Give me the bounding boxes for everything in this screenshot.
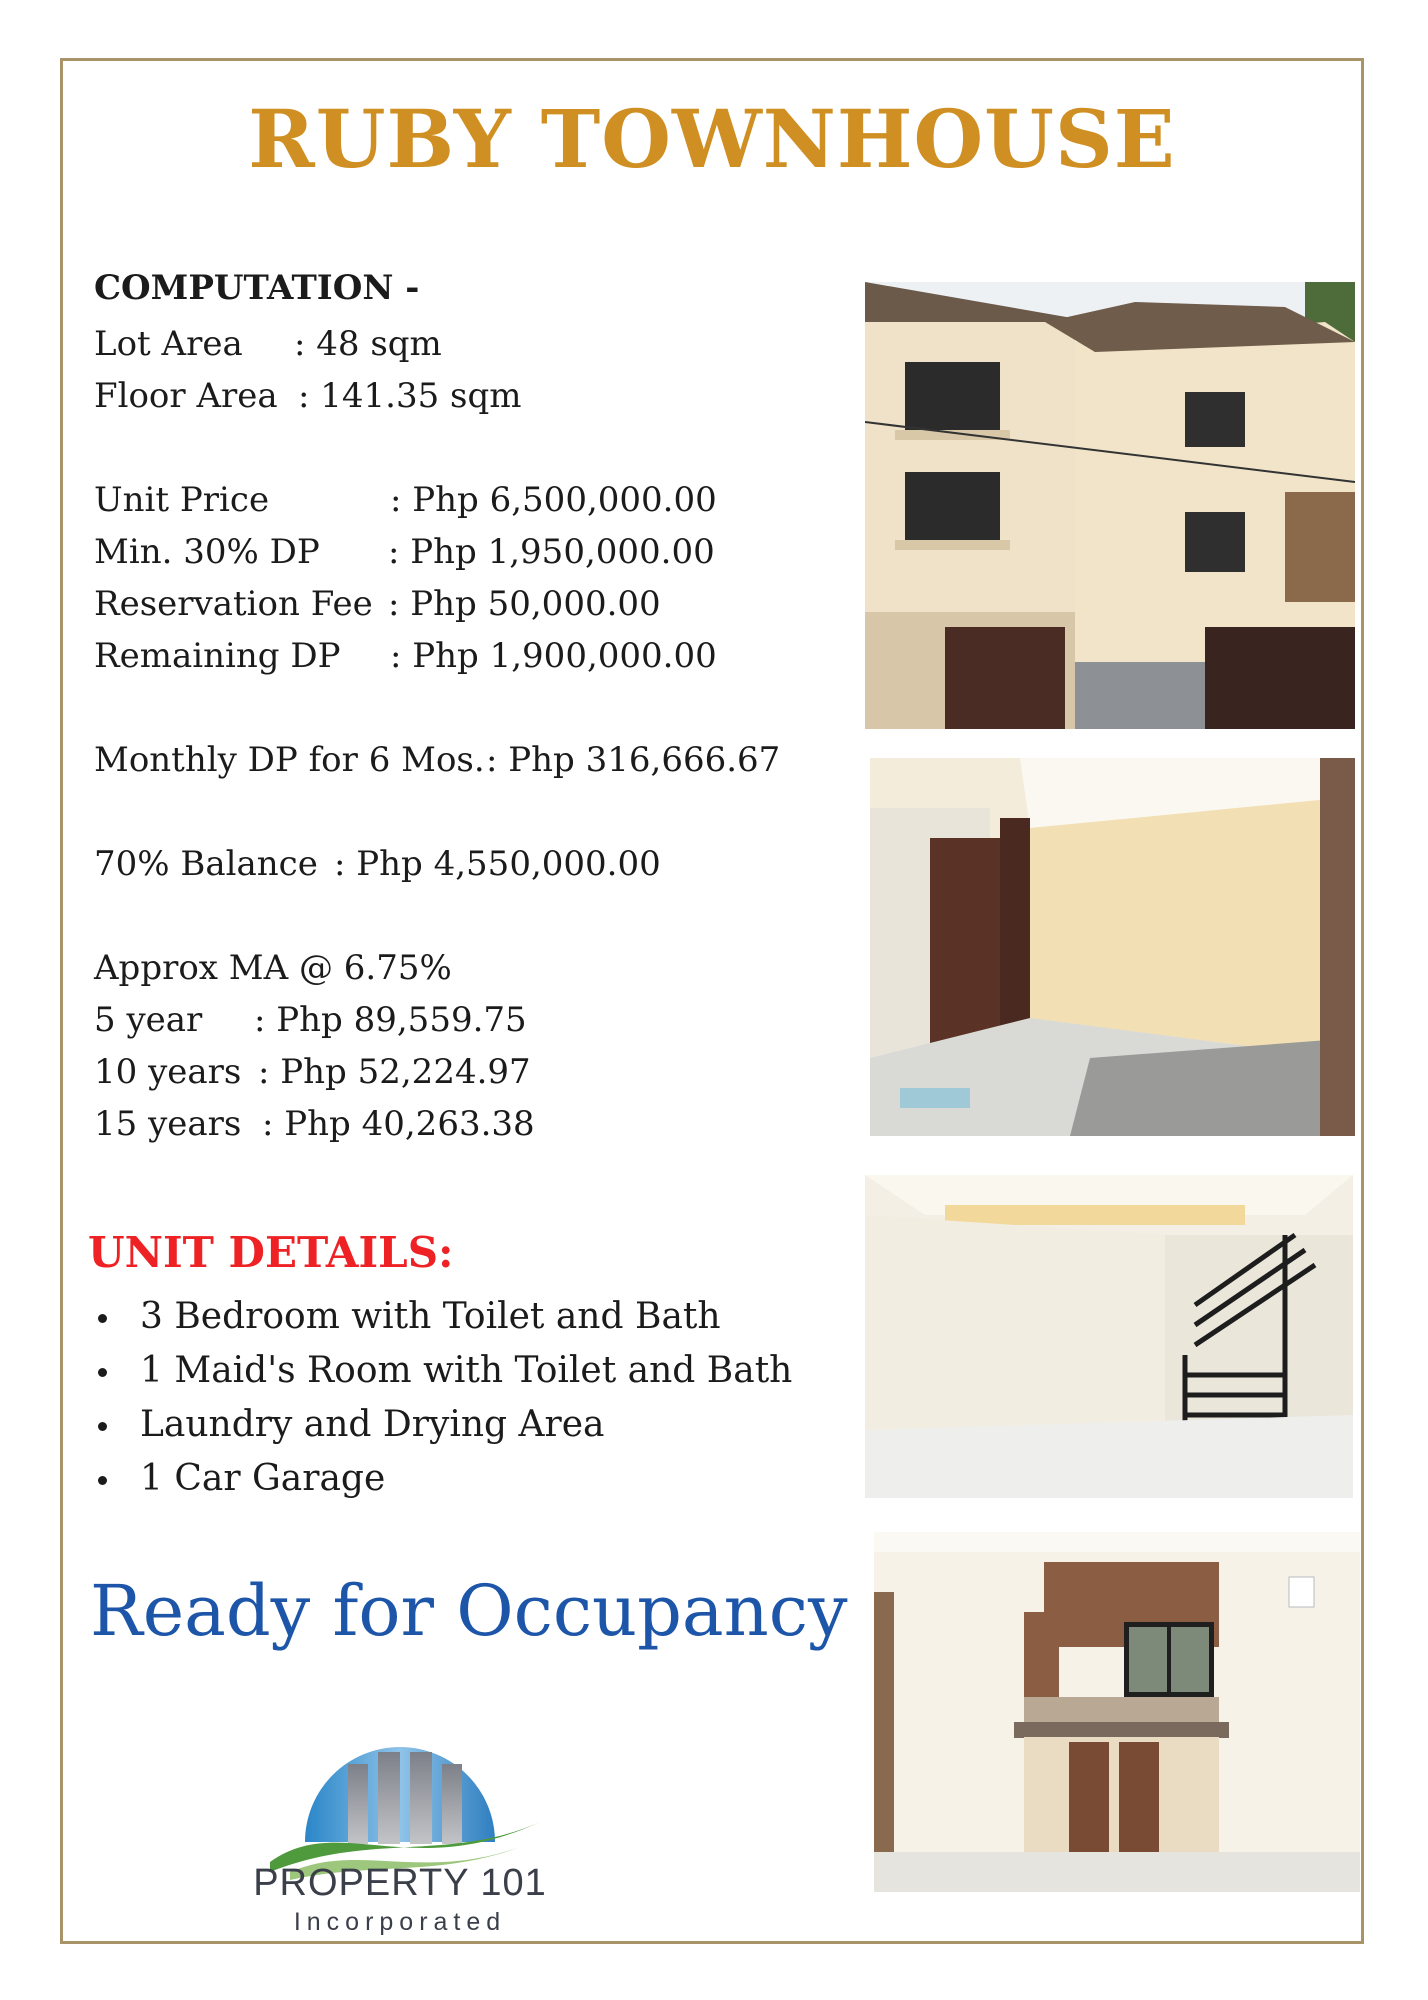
year10-label: 10 years xyxy=(94,1052,242,1092)
unit-details-heading: UNIT DETAILS: xyxy=(88,1228,454,1277)
page-title: RUBY TOWNHOUSE xyxy=(248,92,1176,186)
computation-section xyxy=(94,258,854,1150)
exterior-photo xyxy=(865,282,1355,729)
bullet-icon xyxy=(98,1422,107,1431)
computation-heading: COMPUTATION - xyxy=(94,268,420,308)
list-item-text: 1 Maid's Room with Toilet and Bath xyxy=(140,1350,793,1391)
list-item-text: Laundry and Drying Area xyxy=(140,1404,605,1445)
lot-area-label: Lot Area xyxy=(94,324,243,364)
unit-price-label: Unit Price xyxy=(94,480,270,520)
year15-label: 15 years xyxy=(94,1104,242,1144)
year5-value: : Php 89,559.75 xyxy=(254,1000,527,1040)
list-item xyxy=(94,1344,792,1398)
list-item-text: 1 Car Garage xyxy=(140,1458,386,1499)
interior-stairs-photo xyxy=(865,1175,1353,1498)
year10-value: : Php 52,224.97 xyxy=(258,1052,531,1092)
balance-row xyxy=(94,838,854,890)
lot-area-row xyxy=(94,318,854,370)
ready-for-occupancy-text: Ready for Occupancy xyxy=(90,1570,848,1652)
lot-area-value: : 48 sqm xyxy=(294,324,442,364)
balance-value: : Php 4,550,000.00 xyxy=(334,844,661,884)
logo-company-suffix: Incorporated xyxy=(293,1908,507,1936)
reservation-fee-label: Reservation Fee xyxy=(94,584,373,624)
monthly-dp-row xyxy=(94,734,854,786)
floor-area-value: : 141.35 sqm xyxy=(298,376,522,416)
bullet-icon xyxy=(98,1314,107,1323)
floor-area-row xyxy=(94,370,854,422)
floor-area-label: Floor Area xyxy=(94,376,278,416)
unit-price-value: : Php 6,500,000.00 xyxy=(390,480,717,520)
list-item xyxy=(94,1398,792,1452)
remaining-dp-value: : Php 1,900,000.00 xyxy=(390,636,717,676)
bullet-icon xyxy=(98,1368,107,1377)
year5-label: 5 year xyxy=(94,1000,203,1040)
interior-entry-photo xyxy=(870,758,1355,1136)
min-dp-value: : Php 1,950,000.00 xyxy=(388,532,715,572)
min-dp-row xyxy=(94,526,854,578)
monthly-dp-value: : Php 316,666.67 xyxy=(486,740,781,780)
unit-price-row xyxy=(94,474,854,526)
approx-ma-label: Approx MA @ 6.75% xyxy=(94,948,452,988)
bullet-icon xyxy=(98,1476,107,1485)
unit-details-list xyxy=(94,1290,792,1506)
approx-ma-row xyxy=(94,942,854,994)
kitchen-photo xyxy=(874,1532,1360,1892)
reservation-fee-row xyxy=(94,578,854,630)
year10-row xyxy=(94,1046,854,1098)
monthly-dp-label: Monthly DP for 6 Mos. xyxy=(94,740,485,780)
remaining-dp-label: Remaining DP xyxy=(94,636,341,676)
logo-company-name: PROPERTY 101 xyxy=(253,1862,547,1904)
balance-label: 70% Balance xyxy=(94,844,318,884)
list-item xyxy=(94,1452,792,1506)
remaining-dp-row xyxy=(94,630,854,682)
list-item-text: 3 Bedroom with Toilet and Bath xyxy=(140,1296,721,1337)
list-item xyxy=(94,1290,792,1344)
min-dp-label: Min. 30% DP xyxy=(94,532,320,572)
reservation-fee-value: : Php 50,000.00 xyxy=(388,584,661,624)
year5-row xyxy=(94,994,854,1046)
year15-row xyxy=(94,1098,854,1150)
year15-value: : Php 40,263.38 xyxy=(262,1104,535,1144)
